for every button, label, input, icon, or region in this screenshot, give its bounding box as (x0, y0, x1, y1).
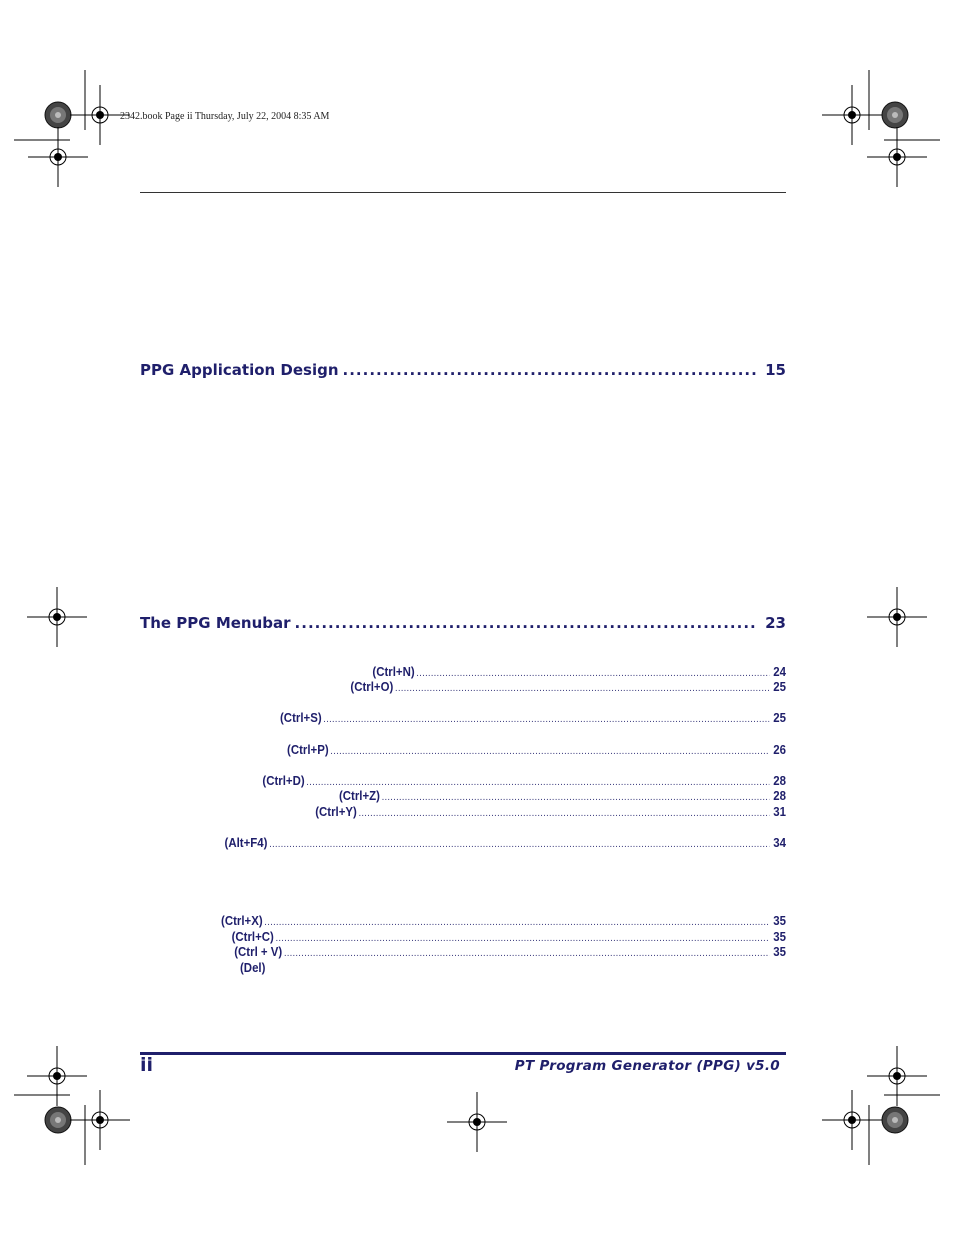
toc-chapter-ppg-menubar[interactable] (140, 614, 786, 632)
entry-label: (Del) (240, 960, 266, 975)
chapter-page: 15 (765, 361, 786, 379)
entry-page: 35 (773, 944, 786, 959)
toc-entry-ctrl-x[interactable] (221, 913, 786, 929)
toc-entry-ctrl-d[interactable] (262, 773, 786, 789)
entry-label: (Ctrl+Y) (315, 804, 357, 819)
chapter-title: PPG Application Design (140, 361, 339, 379)
entry-label: (Ctrl+P) (287, 742, 329, 757)
entry-label: (Alt+F4) (224, 835, 268, 850)
entry-page: 26 (773, 742, 786, 757)
entry-page: 25 (773, 710, 786, 725)
toc-chapter-ppg-application-design[interactable] (140, 361, 786, 379)
entry-label: (Ctrl + V) (234, 944, 283, 959)
toc-entry-ctrl-n[interactable] (372, 664, 786, 680)
entry-label: (Ctrl+Z) (338, 788, 380, 803)
toc-entry-ctrl-s[interactable] (280, 710, 786, 726)
entry-page: 31 (773, 804, 786, 819)
footer-rule (140, 1052, 786, 1055)
toc-entry-ctrl-p[interactable] (287, 742, 786, 758)
footer-title: PT Program Generator (PPG) v5.0 (514, 1058, 780, 1074)
dot-leader (276, 933, 770, 944)
entry-page: 24 (773, 664, 786, 679)
toc-entry-ctrl-o[interactable] (350, 679, 786, 695)
chapter-title: The PPG Menubar (140, 614, 291, 632)
dot-leader (323, 714, 769, 725)
dot-leader (269, 839, 769, 850)
entry-label: (Ctrl+S) (280, 710, 322, 725)
entry-page: 35 (773, 913, 786, 928)
entry-label: (Ctrl+C) (231, 929, 274, 944)
toc-entry-ctrl-c[interactable] (232, 929, 786, 945)
toc-entry-ctrl-z[interactable] (339, 788, 786, 804)
header-rule (140, 192, 786, 193)
entry-page: 35 (773, 929, 786, 944)
toc-entry-ctrl-v[interactable] (234, 944, 786, 960)
footer-page-number: ii (140, 1054, 154, 1076)
print-stamp: 2342.book Page ii Thursday, July 22, 2004 8:35 AM (120, 111, 330, 122)
entry-page: 25 (773, 679, 786, 694)
dot-leader (264, 917, 769, 928)
toc-entry-del[interactable] (240, 960, 265, 975)
dot-leader (330, 746, 769, 757)
dot-leader (343, 361, 758, 379)
entry-page: 28 (773, 773, 786, 788)
dot-leader (416, 668, 769, 679)
entry-label: (Ctrl+N) (372, 664, 415, 679)
toc-entry-alt-f4[interactable] (225, 835, 786, 851)
toc-entry-ctrl-y[interactable] (315, 804, 786, 820)
dot-leader (295, 614, 758, 632)
dot-leader (382, 792, 770, 803)
dot-leader (306, 777, 769, 788)
dot-leader (284, 948, 769, 959)
entry-page: 34 (773, 835, 786, 850)
dot-leader (395, 683, 769, 694)
chapter-page: 23 (765, 614, 786, 632)
entry-page: 28 (773, 788, 786, 803)
dot-leader (359, 808, 770, 819)
entry-label: (Ctrl+X) (221, 913, 263, 928)
entry-label: (Ctrl+O) (350, 679, 394, 694)
entry-label: (Ctrl+D) (262, 773, 305, 788)
